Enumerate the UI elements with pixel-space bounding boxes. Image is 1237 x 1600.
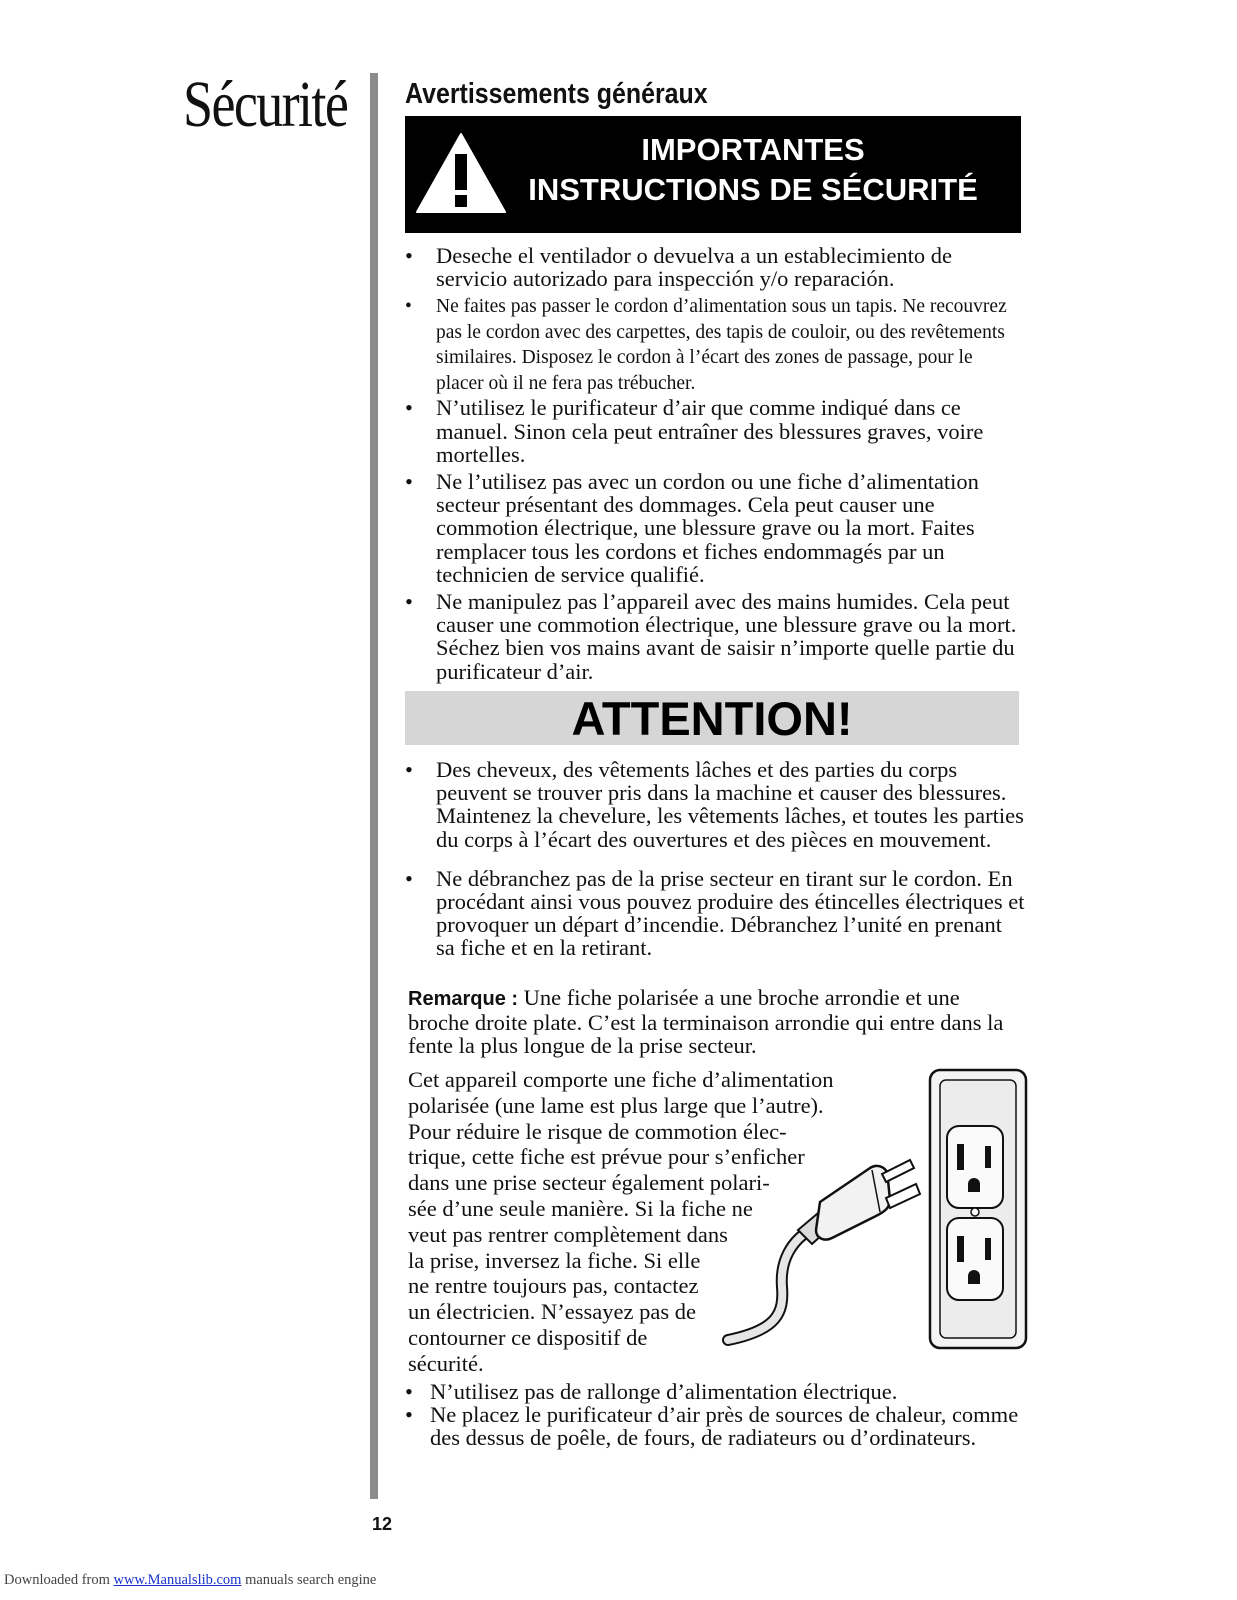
upper-slot-right (985, 1146, 991, 1168)
paragraph-line: sécurité. (408, 1350, 484, 1376)
final-bullet-list (405, 1380, 1025, 1450)
list-item: • Ne débranchez pas de la prise secteur en tirant sur le cordon. En procédant ainsi vous pouvez produire des étincelles électriques et provoquer un départ d’incendie. Débranchez l’unité en prenant sa fiche et en la retirant. (405, 867, 1025, 960)
paragraph-line: ne rentre toujours pas, contactez (408, 1273, 699, 1299)
list-item: • N’utilisez le purificateur d’air que comme indiqué dans ce manuel. Sinon cela peut entraîner des blessures graves, voire mortelles. (405, 396, 1025, 466)
polarized-plug-note (408, 986, 1018, 1058)
power-cord (728, 1227, 815, 1340)
paragraph-line: un électricien. N’essayez pas de (408, 1299, 696, 1325)
paragraph-line: trique, cette fiche est prévue pour s’enficher (408, 1144, 805, 1170)
paragraph-line: contourner ce dispositif de (408, 1324, 648, 1350)
upper-ground-hole (968, 1178, 980, 1192)
paragraph-line: la prise, inversez la fiche. Si elle (408, 1247, 701, 1273)
paragraph-line: Cet appareil comporte une fiche d’alimentation (408, 1067, 834, 1092)
footer-prefix: Downloaded from (4, 1572, 114, 1588)
upper-receptacle (947, 1126, 1003, 1208)
note-text: Une fiche polarisée a une broche arrondie et une broche droite plate. C’est la terminaison arrondie qui entre dans la fente la plus longue de la prise secteur. (408, 985, 1004, 1059)
lower-slot-left (957, 1236, 964, 1262)
attention-banner (405, 691, 1019, 745)
paragraph-line: dans une prise secteur également polari- (408, 1170, 770, 1196)
attention-label: ATTENTION! (571, 692, 853, 745)
attention-bullet-list (405, 758, 1025, 960)
plug-prong-bottom (886, 1184, 920, 1208)
banner-line-2: INSTRUCTIONS DE SÉCURITÉ (528, 172, 978, 207)
list-item: • Des cheveux, des vêtements lâches et des parties du corps peuvent se trouver pris dans la machine et causer des blessures. Maintenez la chevelure, les vêtements lâches, et toutes les parties du corps à l’écart des ouvertures et des pièces en mouvement. (405, 758, 1025, 851)
paragraph-line: polarisée (une lame est plus large que l’autre). (408, 1092, 824, 1118)
plug-prong-top (882, 1160, 914, 1182)
upper-slot-left (957, 1144, 964, 1170)
list-item: • Ne manipulez pas l’appareil avec des mains humides. Cela peut causer une commotion électrique, une blessure grave ou la mort. Séchez bien vos mains avant de saisir n’importe quelle partie du purificateur d’air. (405, 590, 1025, 683)
warning-triangle-icon (415, 132, 507, 214)
note-label: Remarque : (408, 988, 519, 1010)
section-heading: Avertissements généraux (405, 78, 708, 110)
banner-line-1: IMPORTANTES (641, 132, 865, 167)
list-item: • N’utilisez pas de rallonge d’alimentation électrique. (405, 1380, 1025, 1403)
lower-slot-right (985, 1238, 991, 1260)
paragraph-line: Pour réduire le risque de commotion élec- (408, 1118, 787, 1144)
manualslib-link[interactable]: www.Manualslib.com (113, 1572, 242, 1588)
page-title: Sécurité (183, 68, 348, 141)
lower-ground-hole (968, 1270, 980, 1284)
page-number: 12 (372, 1514, 393, 1534)
list-item: • Ne faites pas passer le cordon d’alimentation sous un tapis. Ne recouvrez pas le cordon avec des carpettes, des tapis de couloir, ou des revêtements similaires. Disposez le cordon à l’écart des zones de passage, pour le placer où il ne fera pas trébucher. (405, 294, 1025, 396)
plate-screw (971, 1208, 979, 1216)
wall-outlet-plug-illustration (720, 1062, 1032, 1362)
vertical-divider (370, 73, 378, 1499)
download-footer (4, 1572, 376, 1589)
paragraph-line: veut pas rentrer complètement dans (408, 1221, 728, 1247)
list-item: • Ne placez le purificateur d’air près de sources de chaleur, comme des dessus de poêle, de fours, de radiateurs ou d’ordinateurs. (405, 1403, 1025, 1449)
lower-receptacle (947, 1218, 1003, 1300)
paragraph-line: sée d’une seule manière. Si la fiche ne (408, 1195, 753, 1221)
list-item: • Deseche el ventilador o devuelva a un establecimiento de servicio autorizado para inspección y/o reparación. (405, 244, 1025, 290)
list-item: • Ne l’utilisez pas avec un cordon ou une fiche d’alimentation secteur présentant des dommages. Cela peut causer une commotion électrique, une blessure grave ou la mort. Faites remplacer tous les cordons et fiches endommagés par un technicien de service qualifié. (405, 470, 1025, 586)
footer-suffix: manuals search engine (241, 1572, 377, 1588)
important-safety-banner (405, 116, 1021, 233)
important-bullet-list (405, 244, 1025, 683)
